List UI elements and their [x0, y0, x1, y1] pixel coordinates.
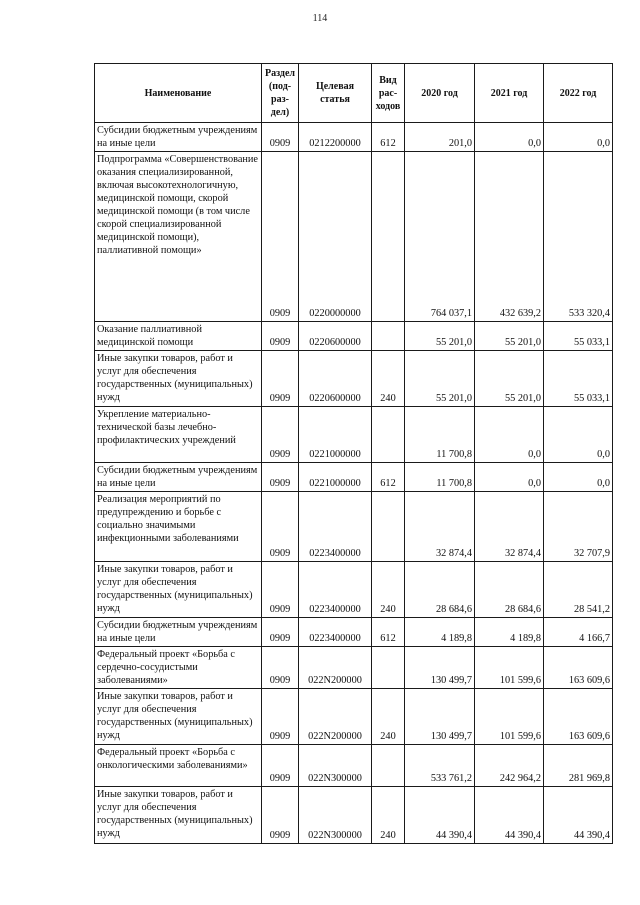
row-value-2020: 55 201,0	[405, 322, 475, 351]
table-row	[95, 689, 613, 745]
col-header-section: Раздел (под-раз-дел)	[262, 64, 299, 123]
table-row	[95, 351, 613, 407]
row-name-cell: Федеральный проект «Борьба с онкологическими заболеваниями»	[95, 745, 262, 787]
row-name-cell: Оказание паллиативной медицинской помощи	[95, 322, 262, 351]
row-value-2022: 32 707,9	[544, 492, 613, 562]
col-header-target: Целевая статья	[299, 64, 372, 123]
row-value-2020: 44 390,4	[405, 787, 475, 844]
row-name-cell: Иные закупки товаров, работ и услуг для обеспечения государственных (муниципальных) нужд	[95, 689, 262, 745]
row-expense-type-cell	[372, 322, 405, 351]
row-target-cell: 022N300000	[299, 745, 372, 787]
row-target-cell: 0223400000	[299, 562, 372, 618]
table-row	[95, 463, 613, 492]
row-value-2021: 32 874,4	[475, 492, 544, 562]
row-value-2021: 44 390,4	[475, 787, 544, 844]
row-section-cell: 0909	[262, 787, 299, 844]
table-header-row	[95, 64, 613, 123]
row-section-cell: 0909	[262, 463, 299, 492]
row-section-cell: 0909	[262, 322, 299, 351]
table-row	[95, 152, 613, 322]
row-value-2022: 163 609,6	[544, 689, 613, 745]
row-name-cell: Субсидии бюджетным учреждениям на иные цели	[95, 123, 262, 152]
row-section-cell: 0909	[262, 152, 299, 322]
row-target-cell: 022N300000	[299, 787, 372, 844]
row-expense-type-cell: 240	[372, 787, 405, 844]
row-section-cell: 0909	[262, 618, 299, 647]
row-target-cell: 0212200000	[299, 123, 372, 152]
row-value-2020: 130 499,7	[405, 647, 475, 689]
row-value-2021: 101 599,6	[475, 689, 544, 745]
row-expense-type-cell	[372, 407, 405, 463]
table-row	[95, 787, 613, 844]
row-value-2021: 0,0	[475, 407, 544, 463]
row-expense-type-cell	[372, 745, 405, 787]
row-name-cell: Иные закупки товаров, работ и услуг для обеспечения государственных (муниципальных) нужд	[95, 351, 262, 407]
row-value-2022: 163 609,6	[544, 647, 613, 689]
row-value-2022: 0,0	[544, 407, 613, 463]
row-target-cell: 0220600000	[299, 322, 372, 351]
row-value-2020: 764 037,1	[405, 152, 475, 322]
row-name-cell: Иные закупки товаров, работ и услуг для обеспечения государственных (муниципальных) нужд	[95, 787, 262, 844]
row-section-cell: 0909	[262, 407, 299, 463]
row-target-cell: 0220600000	[299, 351, 372, 407]
row-expense-type-cell	[372, 152, 405, 322]
col-header-name: Наименование	[95, 64, 262, 123]
row-target-cell: 022N200000	[299, 689, 372, 745]
row-expense-type-cell: 612	[372, 123, 405, 152]
table-row	[95, 647, 613, 689]
row-value-2022: 281 969,8	[544, 745, 613, 787]
row-value-2021: 242 964,2	[475, 745, 544, 787]
budget-table	[94, 63, 613, 844]
row-expense-type-cell: 240	[372, 562, 405, 618]
row-target-cell: 0223400000	[299, 492, 372, 562]
row-name-cell: Укрепление материально-технической базы лечебно-профилактических учреждений	[95, 407, 262, 463]
row-value-2020: 55 201,0	[405, 351, 475, 407]
row-value-2022: 55 033,1	[544, 322, 613, 351]
row-value-2021: 0,0	[475, 123, 544, 152]
row-expense-type-cell: 612	[372, 463, 405, 492]
row-value-2021: 0,0	[475, 463, 544, 492]
row-value-2020: 4 189,8	[405, 618, 475, 647]
row-value-2020: 130 499,7	[405, 689, 475, 745]
row-value-2020: 533 761,2	[405, 745, 475, 787]
row-expense-type-cell: 240	[372, 689, 405, 745]
row-name-cell: Иные закупки товаров, работ и услуг для обеспечения государственных (муниципальных) нужд	[95, 562, 262, 618]
row-section-cell: 0909	[262, 647, 299, 689]
row-value-2021: 101 599,6	[475, 647, 544, 689]
table-row	[95, 618, 613, 647]
row-name-cell: Подпрограмма «Совершенствование оказания специализированной, включая высокотехнологичную, медицинской помощи, скорой медицинской помощи (в том числе скорой специализированной медицинской помощи), паллиативной помощи»	[95, 152, 262, 322]
row-section-cell: 0909	[262, 492, 299, 562]
row-value-2020: 28 684,6	[405, 562, 475, 618]
row-expense-type-cell	[372, 647, 405, 689]
row-value-2021: 432 639,2	[475, 152, 544, 322]
row-section-cell: 0909	[262, 689, 299, 745]
table-body	[95, 123, 613, 844]
row-name-cell: Субсидии бюджетным учреждениям на иные цели	[95, 618, 262, 647]
row-target-cell: 0220000000	[299, 152, 372, 322]
row-value-2020: 11 700,8	[405, 463, 475, 492]
row-section-cell: 0909	[262, 562, 299, 618]
row-value-2021: 55 201,0	[475, 322, 544, 351]
row-expense-type-cell	[372, 492, 405, 562]
row-section-cell: 0909	[262, 745, 299, 787]
row-value-2020: 201,0	[405, 123, 475, 152]
row-name-cell: Реализация мероприятий по предупреждению и борьбе с социально значимыми инфекционными заболеваниями	[95, 492, 262, 562]
row-value-2020: 32 874,4	[405, 492, 475, 562]
row-value-2022: 28 541,2	[544, 562, 613, 618]
row-value-2020: 11 700,8	[405, 407, 475, 463]
table-row	[95, 123, 613, 152]
row-value-2022: 4 166,7	[544, 618, 613, 647]
col-header-2021: 2021 год	[475, 64, 544, 123]
table-row	[95, 407, 613, 463]
row-value-2022: 0,0	[544, 123, 613, 152]
row-value-2022: 44 390,4	[544, 787, 613, 844]
col-header-expense-type: Вид рас-ходов	[372, 64, 405, 123]
row-value-2021: 55 201,0	[475, 351, 544, 407]
row-value-2021: 4 189,8	[475, 618, 544, 647]
row-target-cell: 0221000000	[299, 407, 372, 463]
row-target-cell: 0223400000	[299, 618, 372, 647]
row-name-cell: Федеральный проект «Борьба с сердечно-сосудистыми заболеваниями»	[95, 647, 262, 689]
row-target-cell: 022N200000	[299, 647, 372, 689]
col-header-2020: 2020 год	[405, 64, 475, 123]
table-row	[95, 745, 613, 787]
table-row	[95, 322, 613, 351]
row-target-cell: 0221000000	[299, 463, 372, 492]
page-number: 114	[312, 13, 328, 24]
table-row	[95, 492, 613, 562]
row-section-cell: 0909	[262, 351, 299, 407]
row-value-2022: 55 033,1	[544, 351, 613, 407]
row-name-cell: Субсидии бюджетным учреждениям на иные цели	[95, 463, 262, 492]
col-header-2022: 2022 год	[544, 64, 613, 123]
row-value-2022: 533 320,4	[544, 152, 613, 322]
table-row	[95, 562, 613, 618]
row-value-2022: 0,0	[544, 463, 613, 492]
row-value-2021: 28 684,6	[475, 562, 544, 618]
row-expense-type-cell: 240	[372, 351, 405, 407]
row-expense-type-cell: 612	[372, 618, 405, 647]
row-section-cell: 0909	[262, 123, 299, 152]
